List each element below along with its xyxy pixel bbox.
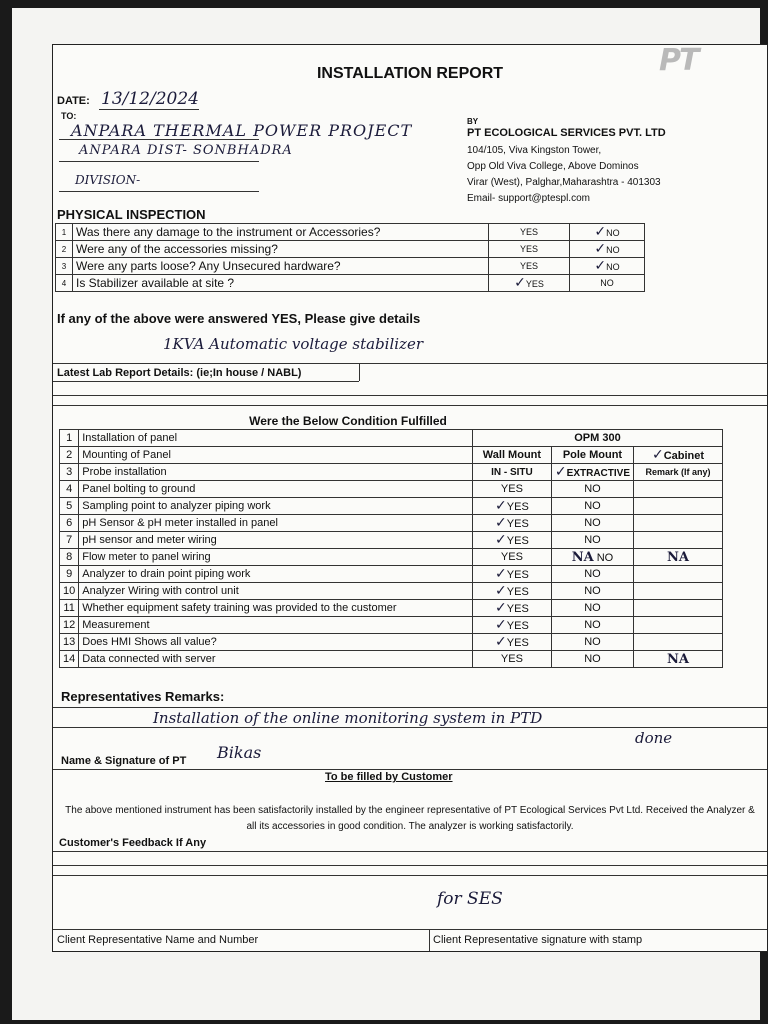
physical-inspection-table xyxy=(55,223,645,292)
customer-feedback-label: Customer's Feedback If Any xyxy=(59,837,207,849)
address-line-3: Virar (West), Palghar,Maharashtra - 401303 xyxy=(467,177,661,188)
table-row: 4 Panel bolting to ground YES NO xyxy=(60,481,723,498)
pt-signature: Bikas xyxy=(217,743,262,762)
email-line: Email- support@ptespl.com xyxy=(467,193,590,204)
physical-inspection-heading: PHYSICAL INSPECTION xyxy=(57,207,206,222)
conditions-table xyxy=(59,429,723,668)
details-prompt: If any of the above were answered YES, Please give details xyxy=(57,311,421,326)
to-line-2: ANPARA DIST- SONBHADRA xyxy=(79,143,293,158)
table-row: 13 Does HMI Shows all value? ✓YES NO xyxy=(60,634,723,651)
table-row: 1 Installation of panel OPM 300 xyxy=(60,430,723,447)
company-name: PT ECOLOGICAL SERVICES PVT. LTD xyxy=(467,127,666,139)
client-signature-label: Client Representative signature with stamp xyxy=(433,934,643,946)
table-row: 14 Data connected with server YES NO NA xyxy=(60,651,723,668)
remarks-heading: Representatives Remarks: xyxy=(61,689,225,704)
address-line-2: Opp Old Viva College, Above Dominos xyxy=(467,161,639,172)
customer-statement: The above mentioned instrument has been satisfactorily installed by the engineer representative of PT Ecological Services Pvt Ltd. Received the Analyzer & all its accessories in good condition. The analyzer is working satisfactorily. xyxy=(65,805,755,832)
address-line-1: 104/105, Viva Kingston Tower, xyxy=(467,145,602,156)
table-row: 2 Were any of the accessories missing? YES ✓NO xyxy=(56,241,645,258)
table-row: 10 Analyzer Wiring with control unit ✓YES NO xyxy=(60,583,723,600)
report-title: INSTALLATION REPORT xyxy=(316,65,504,82)
installation-report-form xyxy=(52,44,768,952)
to-line-1: ANPARA THERMAL POWER PROJECT xyxy=(71,121,413,140)
table-row: 1 Was there any damage to the instrument or Accessories? YES ✓NO xyxy=(56,224,645,241)
table-row: 2 Mounting of Panel Wall Mount Pole Mount ✓Cabinet xyxy=(60,447,723,464)
to-line-3: DIVISION- xyxy=(75,173,141,187)
company-logo: PT xyxy=(659,43,698,78)
table-row: 3 Probe installation IN - SITU ✓EXTRACTIVE Remark (If any) xyxy=(60,464,723,481)
table-row: 7 pH sensor and meter wiring ✓YES NO xyxy=(60,532,723,549)
remarks-value-line-2: done xyxy=(635,729,673,747)
table-row: 5 Sampling point to analyzer piping work ✓YES NO xyxy=(60,498,723,515)
table-row: 9 Analyzer to drain point piping work ✓YES NO xyxy=(60,566,723,583)
table-row: 8 Flow meter to panel wiring YES NA NO NA xyxy=(60,549,723,566)
table-row: 6 pH Sensor & pH meter installed in panel ✓YES NO xyxy=(60,515,723,532)
lab-report-label: Latest Lab Report Details: (ie;In house / NABL) xyxy=(57,367,302,379)
opm-model: OPM 300 xyxy=(472,430,722,447)
name-signature-label: Name & Signature of PT xyxy=(61,755,187,767)
client-signature: for SES xyxy=(437,889,503,909)
details-value: 1KVA Automatic voltage stabilizer xyxy=(163,335,424,353)
conditions-heading: Were the Below Condition Fulfilled xyxy=(249,414,447,428)
client-name-label: Client Representative Name and Number xyxy=(57,934,259,946)
table-row: 12 Measurement ✓YES NO xyxy=(60,617,723,634)
document-sheet xyxy=(12,8,760,1020)
by-label: BY xyxy=(467,117,479,126)
date-label: DATE: xyxy=(57,95,90,107)
to-label: TO: xyxy=(61,111,77,121)
customer-heading: To be filled by Customer xyxy=(325,771,453,783)
date-value: 13/12/2024 xyxy=(101,89,199,109)
remarks-value-line-1: Installation of the online monitoring system in PTD xyxy=(153,709,543,727)
table-row: 11 Whether equipment safety training was provided to the customer ✓YES NO xyxy=(60,600,723,617)
table-row: 3 Were any parts loose? Any Unsecured hardware? YES ✓NO xyxy=(56,258,645,275)
table-row: 4 Is Stabilizer available at site ? ✓YES NO xyxy=(56,275,645,292)
